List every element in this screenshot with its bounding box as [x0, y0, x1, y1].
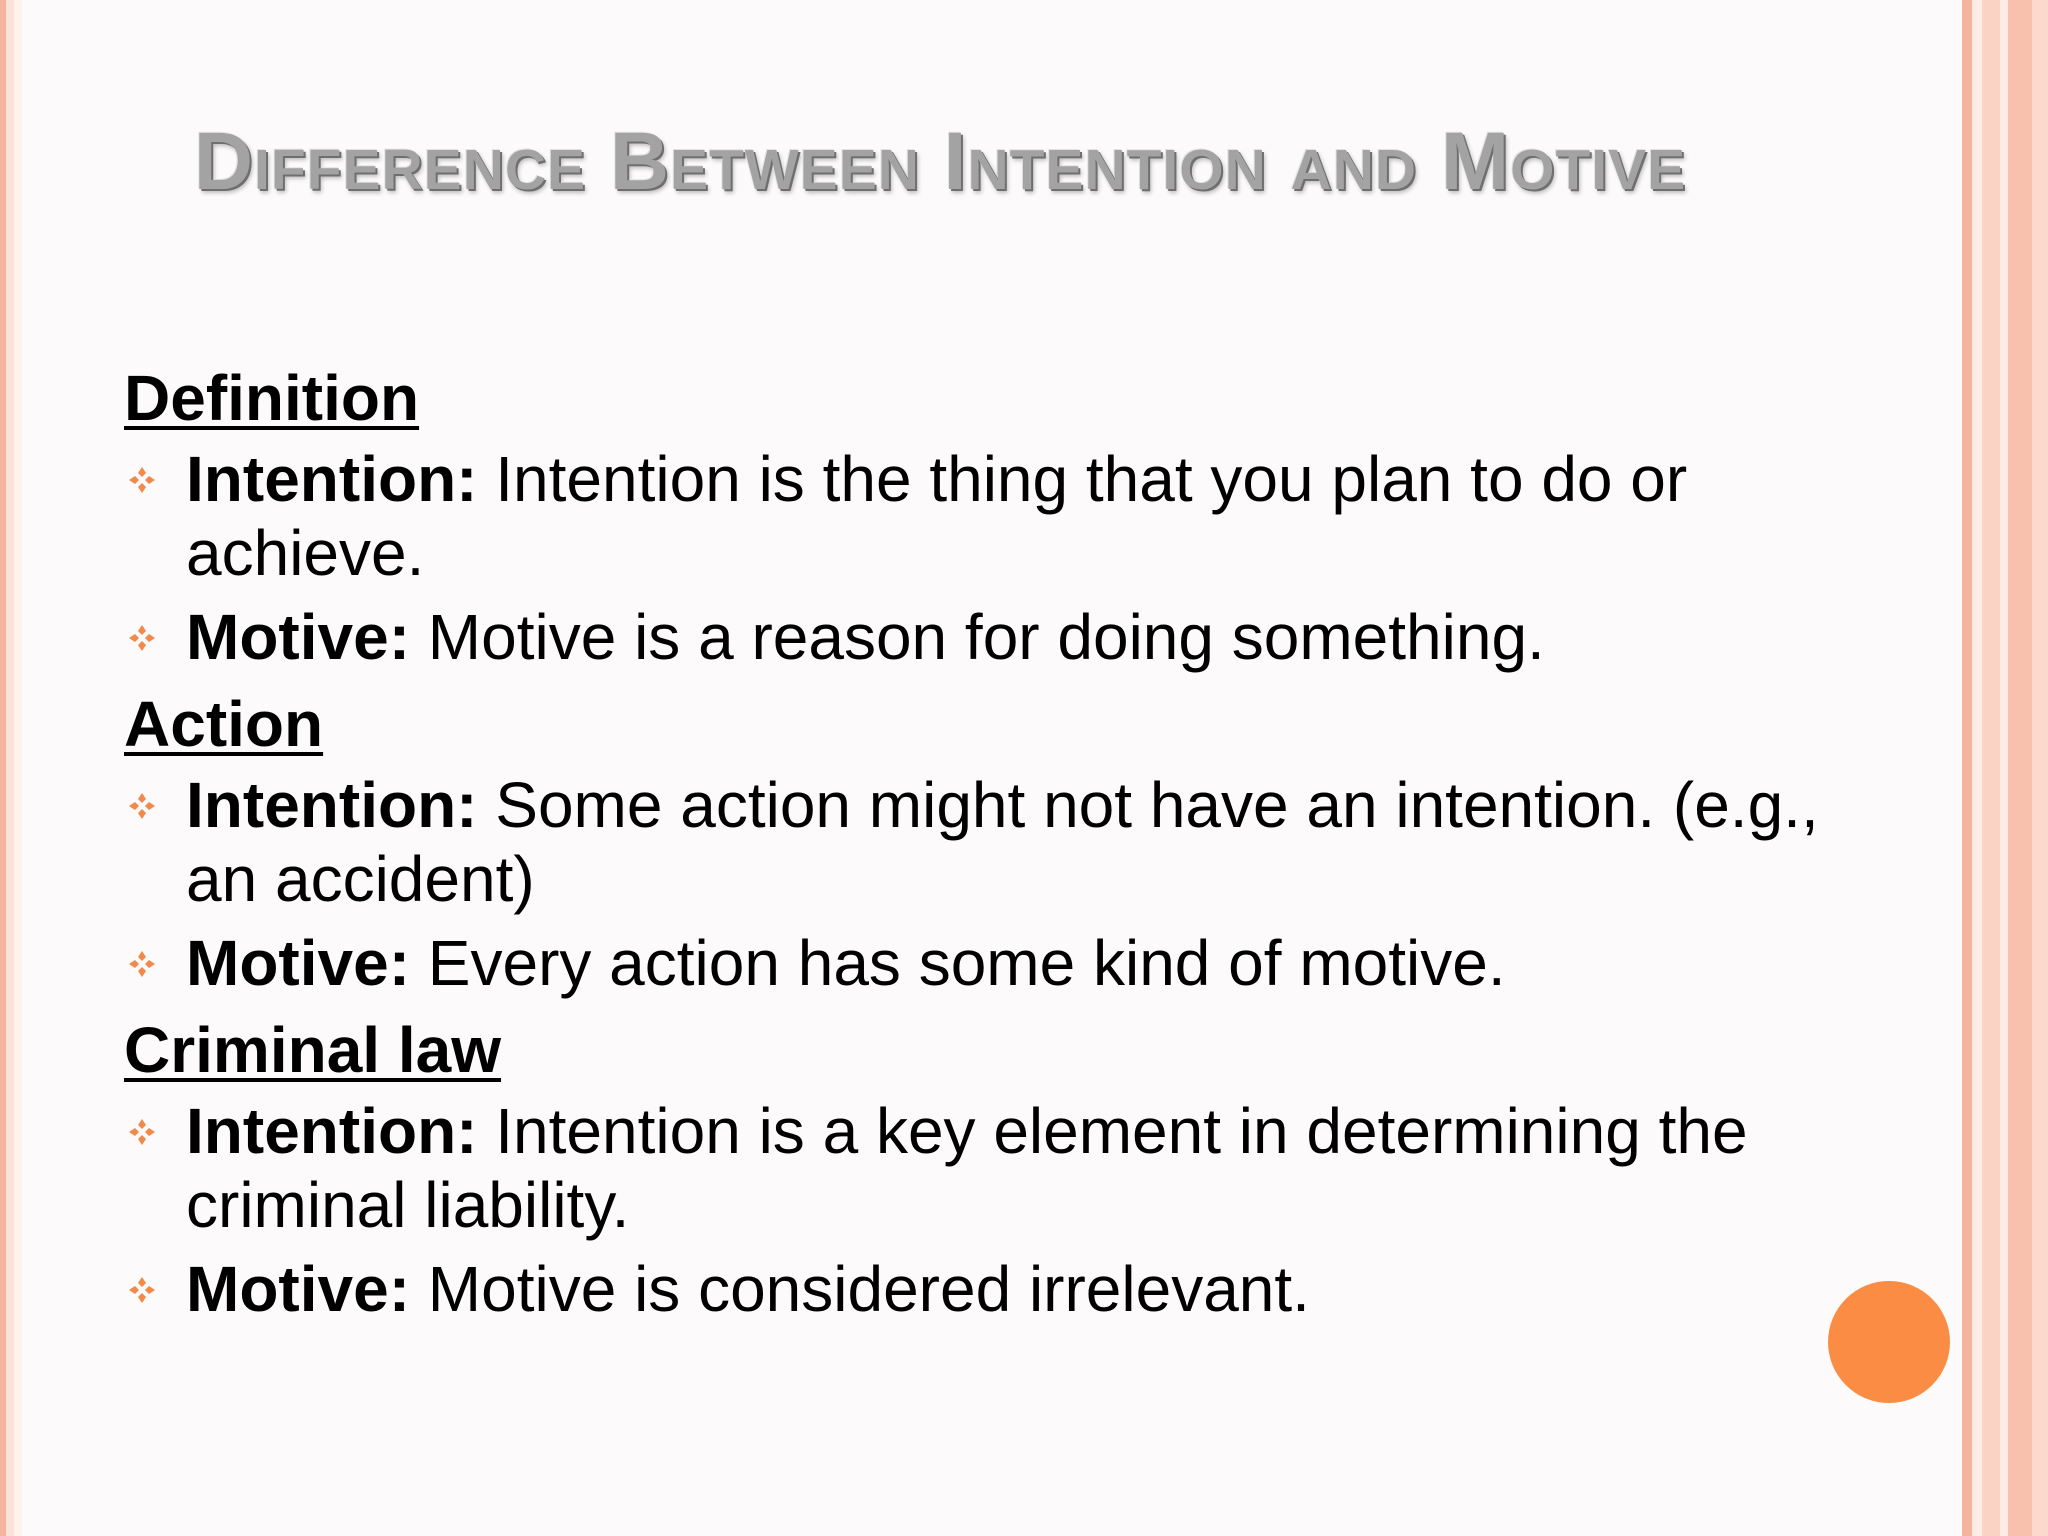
right-border-stripe [1972, 0, 1982, 1536]
item-text: Motive is considered irrelevant. [410, 1253, 1310, 1325]
list-item [124, 768, 1884, 916]
item-text: Intention is a key element in determining the criminal liability. [186, 1095, 1748, 1241]
slide-content [124, 358, 1884, 1336]
decorative-orange-circle [1828, 1281, 1950, 1403]
item-text: Every action has some kind of motive. [410, 927, 1506, 999]
diamond-bullet-icon [126, 1274, 158, 1306]
right-border-stripe [2000, 0, 2008, 1536]
section-heading-definition: Definition [124, 362, 420, 434]
item-term: Motive: [186, 927, 410, 999]
item-term: Intention: [186, 443, 478, 515]
item-term: Intention: [186, 1095, 478, 1167]
item-text: Intention is the thing that you plan to do or achieve. [186, 443, 1688, 589]
item-term: Motive: [186, 601, 410, 673]
slide-title: Difference Between Intention and Motive [193, 116, 1687, 207]
list-item [124, 442, 1884, 590]
section-heading-criminal-law: Criminal law [124, 1014, 501, 1086]
right-border-stripe [1962, 0, 1972, 1536]
list-item [124, 1094, 1884, 1242]
left-border-decoration [0, 0, 22, 1536]
diamond-bullet-icon [126, 1116, 158, 1148]
right-border-stripe [1982, 0, 2000, 1536]
right-border-stripe [2032, 0, 2048, 1536]
list-item [124, 1252, 1884, 1326]
list-item [124, 600, 1884, 674]
item-term: Motive: [186, 1253, 410, 1325]
diamond-bullet-icon [126, 948, 158, 980]
item-term: Intention: [186, 769, 478, 841]
right-border-stripe [2008, 0, 2032, 1536]
diamond-bullet-icon [126, 622, 158, 654]
diamond-bullet-icon [126, 790, 158, 822]
diamond-bullet-icon [126, 464, 158, 496]
item-text: Some action might not have an intention. (e.g., an accident) [186, 769, 1819, 915]
item-text: Motive is a reason for doing something. [410, 601, 1545, 673]
section-heading-action: Action [124, 688, 324, 760]
list-item [124, 926, 1884, 1000]
